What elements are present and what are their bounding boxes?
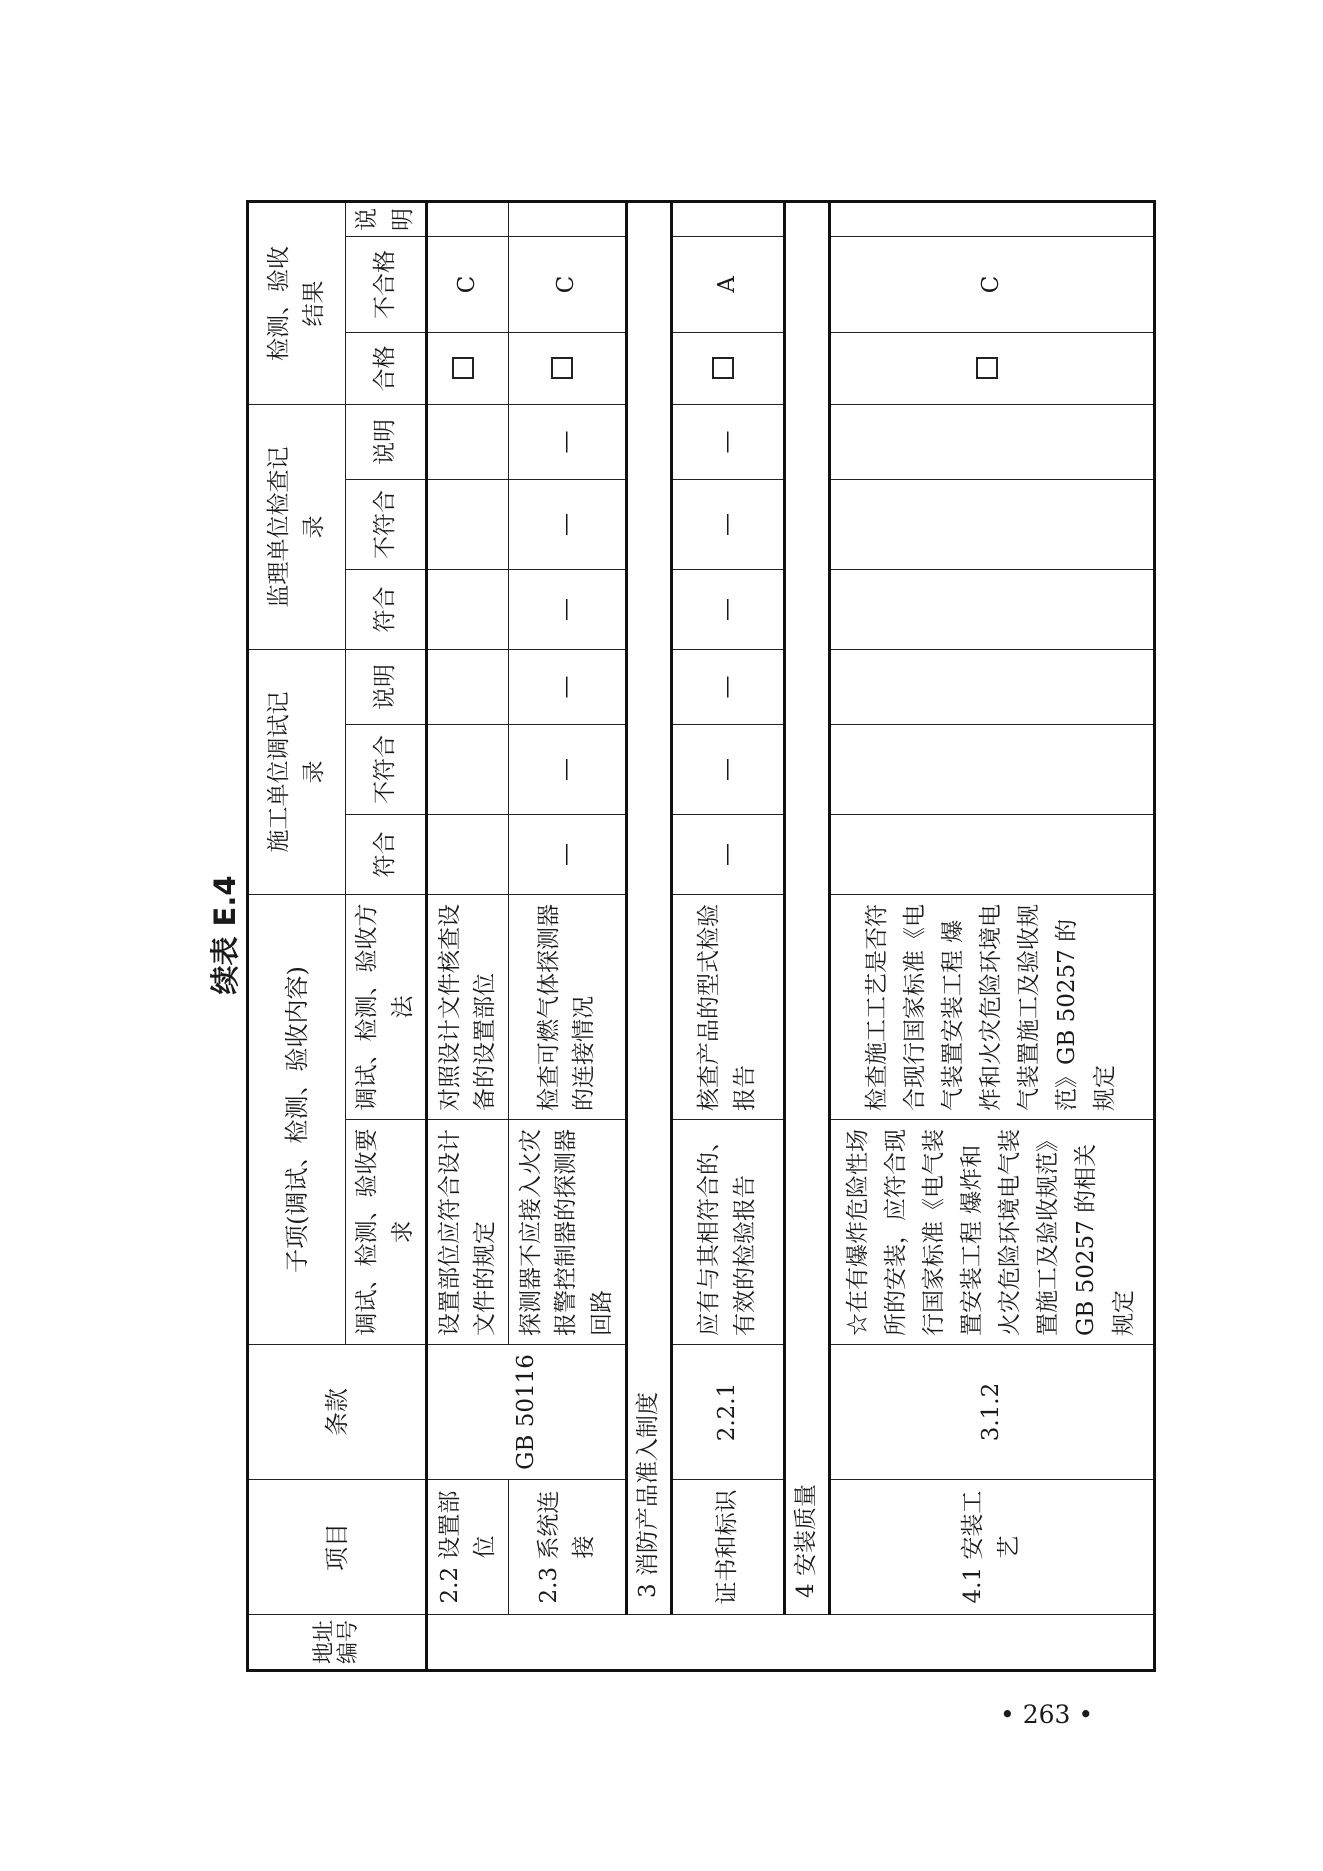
header-s-note: 说明 [346, 404, 427, 479]
row-req: 设置部位应符合设计文件的规定 [427, 1120, 509, 1345]
r-note [427, 201, 509, 236]
r-note [829, 201, 1154, 236]
row-req: 探测器不应接入火灾报警控制器的探测器回路 [509, 1120, 627, 1345]
c-note: — [671, 649, 784, 724]
header-row-1 [248, 201, 346, 1670]
row-project: 2.3 系统连接 [509, 1480, 627, 1615]
header-pass: 合格 [346, 332, 427, 404]
header-project: 项目 [248, 1480, 427, 1615]
c-conform [829, 814, 1154, 894]
inspection-table [246, 200, 1156, 1672]
s-conform: — [671, 569, 784, 649]
c-nonconform: — [671, 724, 784, 814]
header-sub-method: 调试、检测、验收方法 [346, 894, 427, 1119]
c-conform [427, 814, 509, 894]
header-s-nonconform: 不符合 [346, 479, 427, 569]
header-clause: 条款 [248, 1345, 427, 1480]
table-title: 续表 E.4 [207, 875, 242, 995]
r-note [671, 201, 784, 236]
row-method: 检查施工工艺是否符合现行国家标准《电气装置安装工程 爆炸和火灾危险环境电气装置施工及验收规范》GB 50257 的规定 [829, 894, 1154, 1119]
fail-grade: C [829, 236, 1154, 332]
pass-checkbox-cell [829, 332, 1154, 404]
section-row [627, 201, 672, 1670]
s-note [829, 404, 1154, 479]
s-nonconform [829, 479, 1154, 569]
c-note [427, 649, 509, 724]
header-supervision: 监理单位检查记录 [248, 404, 346, 649]
header-c-conform: 符合 [346, 814, 427, 894]
header-sub-req: 调试、检测、验收要求 [346, 1120, 427, 1345]
fail-grade: C [427, 236, 509, 332]
section-title: 4 安装质量 [785, 201, 830, 1614]
c-nonconform [829, 724, 1154, 814]
pass-checkbox-cell [427, 332, 509, 404]
header-construction: 施工单位调试记录 [248, 649, 346, 894]
s-conform: — [509, 569, 627, 649]
row-clause: 3.1.2 [829, 1345, 1154, 1480]
fail-grade: C [509, 236, 627, 332]
r-note [509, 201, 627, 236]
row-project: 2.2 设置部位 [427, 1480, 509, 1615]
c-note: — [509, 649, 627, 724]
s-nonconform: — [509, 479, 627, 569]
table-row [671, 201, 784, 1670]
c-note [829, 649, 1154, 724]
page-number: • 263 • [1000, 1700, 1094, 1729]
header-s-conform: 符合 [346, 569, 427, 649]
header-addr: 地址编号 [248, 1615, 427, 1671]
row-method: 核查产品的型式检验报告 [671, 894, 784, 1119]
addr-cell [427, 1615, 1155, 1671]
row-project: 证书和标识 [671, 1480, 784, 1615]
s-note: — [671, 404, 784, 479]
header-r-note: 说明 [346, 201, 427, 236]
clause-cell: GB 50116 [427, 1345, 627, 1480]
pass-checkbox[interactable] [551, 357, 573, 379]
table-row [829, 201, 1154, 1670]
s-nonconform [427, 479, 509, 569]
fail-grade: A [671, 236, 784, 332]
pass-checkbox-cell [509, 332, 627, 404]
pass-checkbox-cell [671, 332, 784, 404]
c-conform: — [509, 814, 627, 894]
row-method: 检查可燃气体探测器的连接情况 [509, 894, 627, 1119]
s-conform [829, 569, 1154, 649]
header-c-nonconform: 不符合 [346, 724, 427, 814]
s-note: — [509, 404, 627, 479]
section-title: 3 消防产品准入制度 [627, 201, 672, 1614]
row-req: 应有与其相符合的、有效的检验报告 [671, 1120, 784, 1345]
pass-checkbox[interactable] [712, 357, 734, 379]
c-nonconform [427, 724, 509, 814]
row-clause: 2.2.1 [671, 1345, 784, 1480]
s-note [427, 404, 509, 479]
header-result: 检测、验收结果 [248, 201, 346, 404]
header-fail: 不合格 [346, 236, 427, 332]
rotated-table-container [246, 203, 1156, 1672]
header-c-note: 说明 [346, 649, 427, 724]
row-req: ☆在有爆炸危险性场所的安装，应符合现行国家标准《电气装置安装工程 爆炸和火灾危险环境电气装置施工及验收规范》GB 50257 的相关规定 [829, 1120, 1154, 1345]
pass-checkbox[interactable] [976, 357, 998, 379]
s-conform [427, 569, 509, 649]
c-conform: — [671, 814, 784, 894]
c-nonconform: — [509, 724, 627, 814]
row-project: 4.1 安装工艺 [829, 1480, 1154, 1615]
table-row [427, 201, 509, 1670]
section-row [785, 201, 830, 1670]
row-method: 对照设计文件核查设备的设置部位 [427, 894, 509, 1119]
s-nonconform: — [671, 479, 784, 569]
pass-checkbox[interactable] [452, 357, 474, 379]
header-sub-group: 子项(调试、检测、验收内容) [248, 894, 346, 1344]
